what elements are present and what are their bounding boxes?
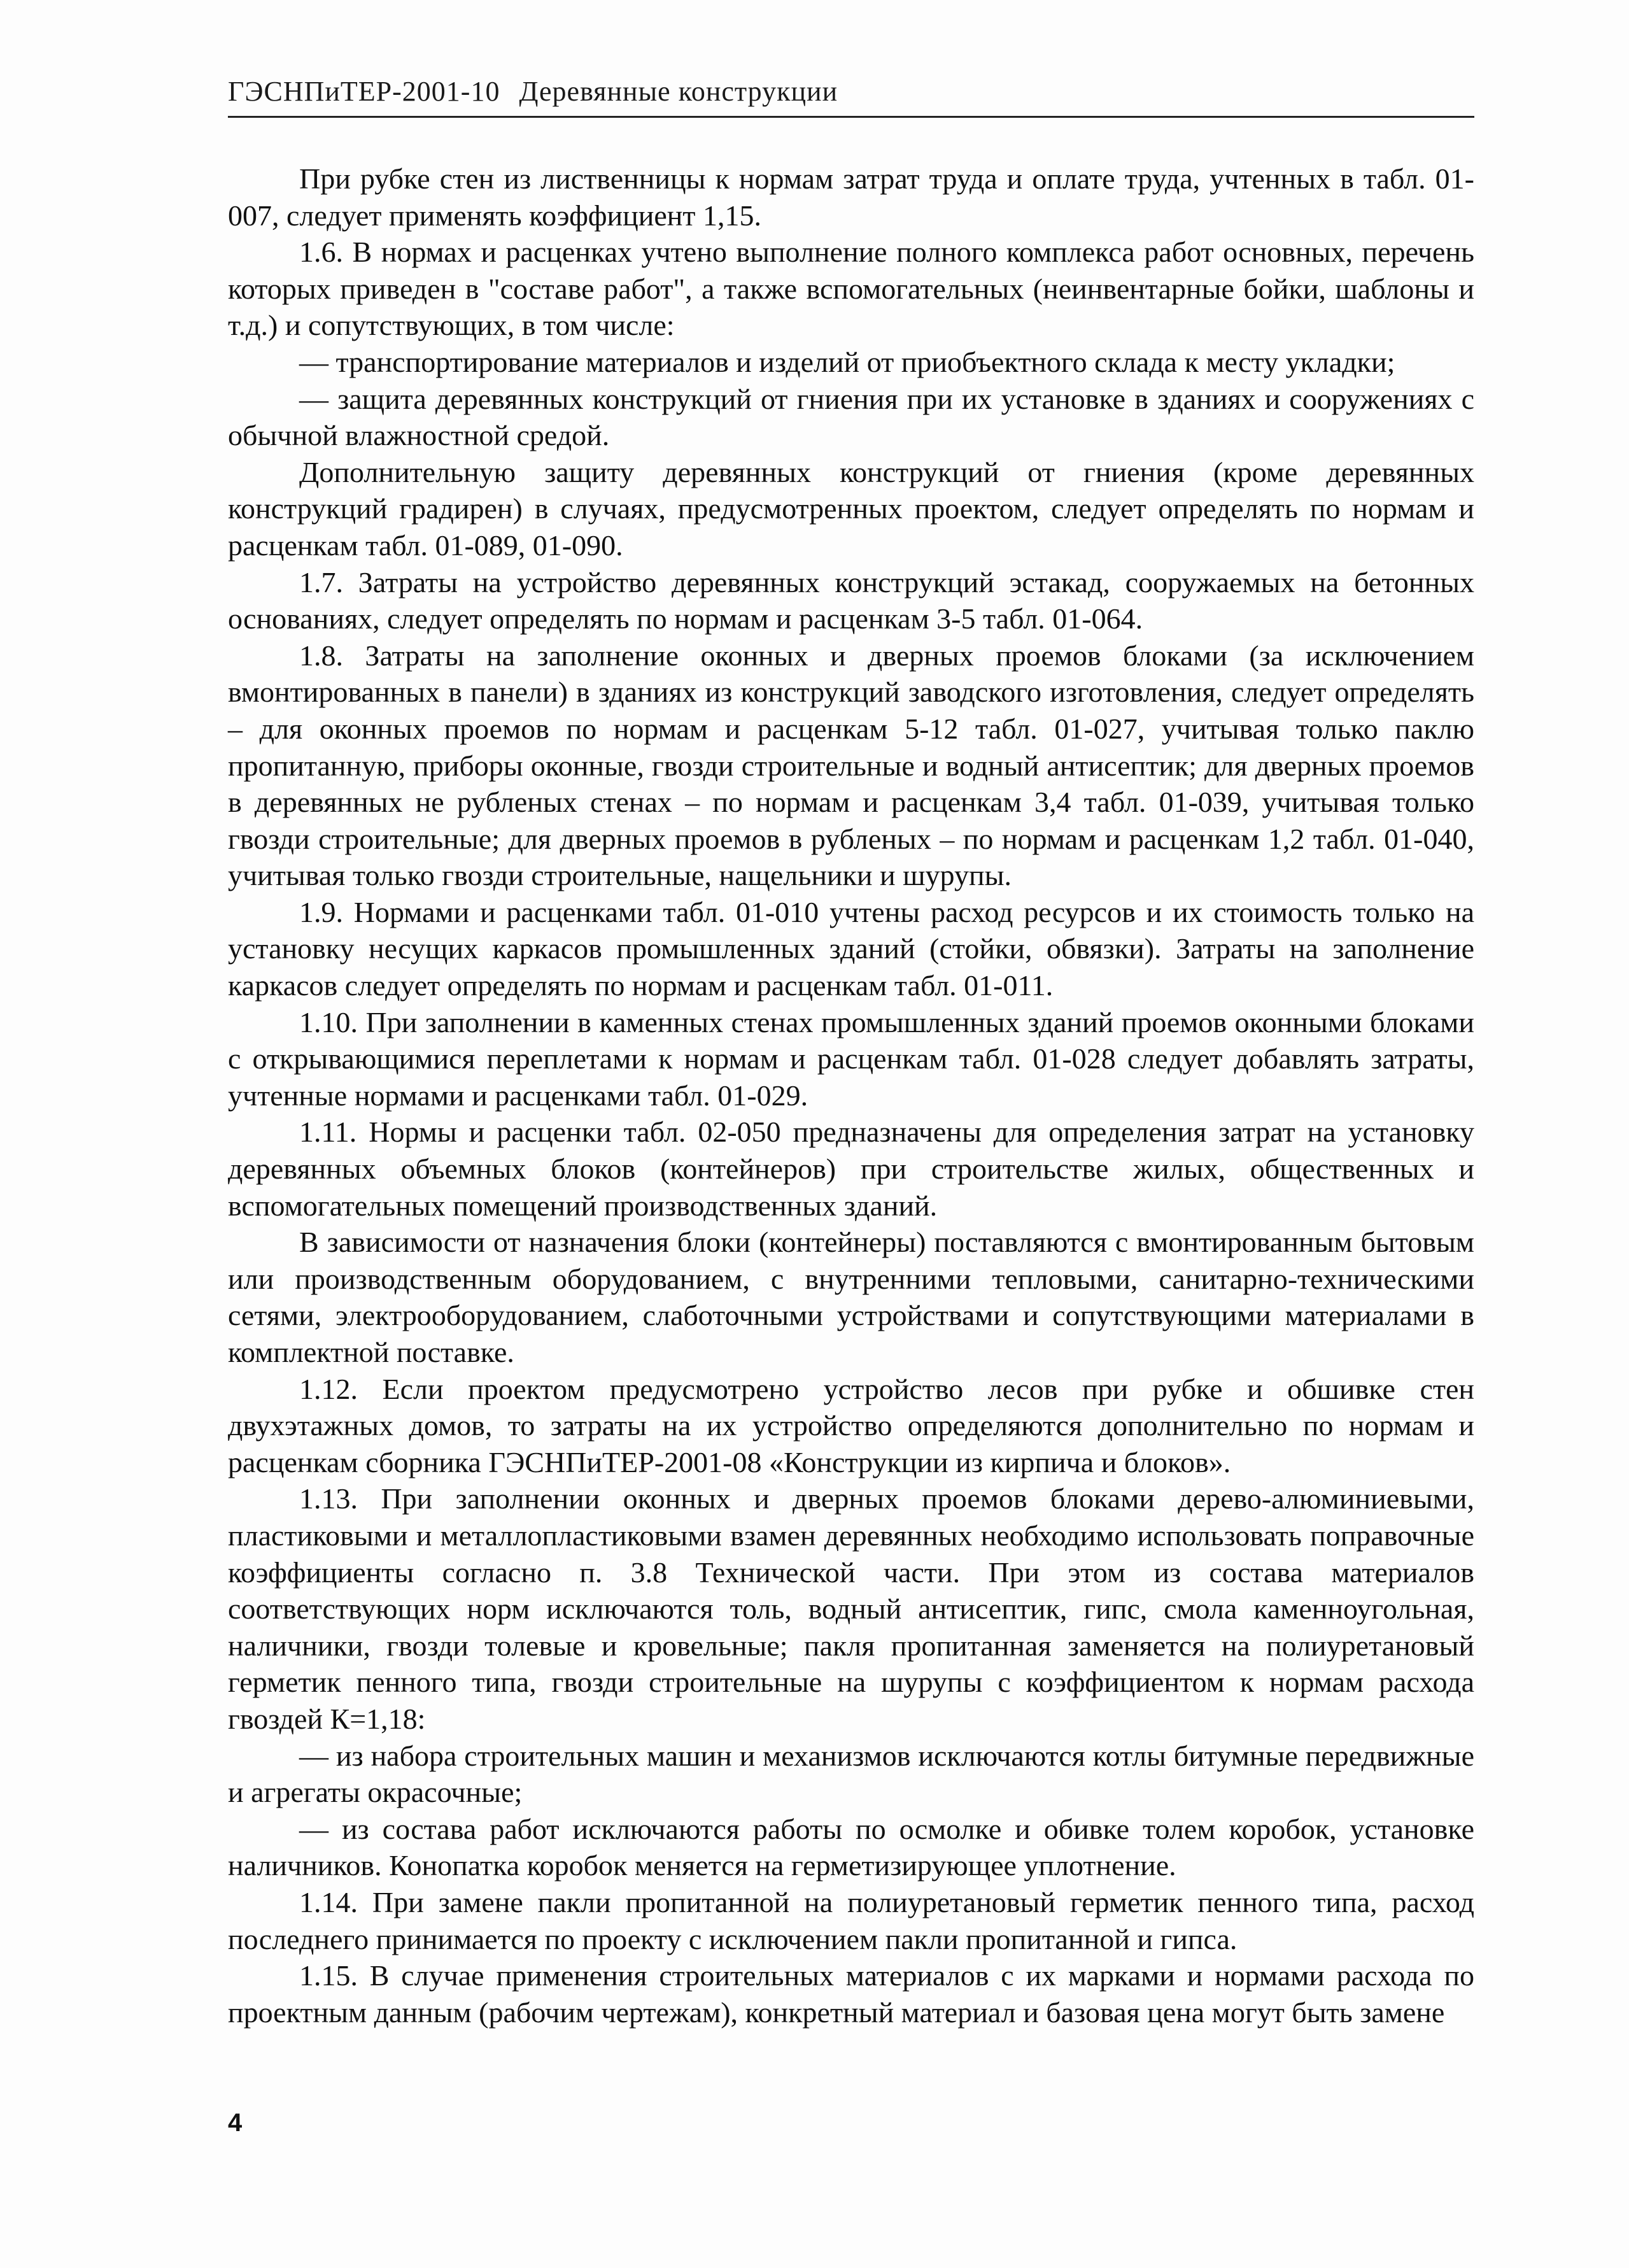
paragraph: — из состава работ исключаются работы по осмолке и обивке толем коробок, установке наличников. Конопатка коробок меняется на герметизирующее уплотнение.	[228, 1812, 1474, 1882]
paragraph: 1.6. В нормах и расценках учтено выполнение полного комплекса работ основных, перечень которых приведен в "составе работ", а также вспомогательных (неинвентарные бойки, шаблоны и т.д.) и сопутствующих, в том числе:	[228, 236, 1474, 342]
page-number: 4	[228, 2109, 243, 2137]
paragraph: 1.7. Затраты на устройство деревянных конструкций эстакад, сооружаемых на бетонных основаниях, следует определять по нормам и расценкам 3-5 табл. 01-064.	[228, 565, 1474, 635]
header-title: Деревянные конструкции	[519, 76, 838, 107]
paragraph: 1.11. Нормы и расценки табл. 02-050 предназначены для определения затрат на установку деревянных объемных блоков (контейнеров) при строительстве жилых, общественных и вспомогательных помещений производственных зданий.	[228, 1116, 1474, 1222]
running-header	[228, 75, 1437, 108]
body-text	[228, 160, 1474, 2031]
paragraph: При рубке стен из лиственницы к нормам затрат труда и оплате труда, учтенных в табл. 01-007, следует применять коэффициент 1,15.	[228, 162, 1474, 232]
paragraph: — транспортирование материалов и изделий от приобъектного склада к месту укладки;	[299, 345, 1395, 378]
paragraph: 1.10. При заполнении в каменных стенах промышленных зданий проемов оконными блоками с открывающимися переплетами к нормам и расценкам табл. 01-028 следует добавлять затраты, учтенные нормами и расценками табл. 01-029.	[228, 1005, 1474, 1112]
header-rule	[228, 116, 1474, 118]
paragraph: 1.13. При заполнении оконных и дверных проемов блоками дерево-алюминиевыми, пластиковыми и металлопластиковыми взамен деревянных необходимо использовать поправочные коэффициенты согласно п. 3.8 Технической части. При этом из состава материалов соответствующих норм исключаются толь, водный антисептик, гипс, смола каменноугольная, наличники, гвозди толевые и кровельные; пакля пропитанная заменяется на полиуретановый герметик пенного типа, гвозди строительные на шурупы с коэффициентом к нормам расхода гвоздей К=1,18:	[228, 1482, 1474, 1735]
paragraph: В зависимости от назначения блоки (контейнеры) поставляются с вмонтированным бытовым или производственным оборудованием, с внутренними тепловыми, санитарно-техническими сетями, электрооборудованием, слаботочными устройствами и сопутствующими материалами в комплектной поставке.	[228, 1226, 1474, 1368]
paragraph: — защита деревянных конструкций от гниения при их установке в зданиях и сооружениях с обычной влажностной средой.	[228, 382, 1474, 452]
paragraph: 1.8. Затраты на заполнение оконных и дверных проемов блоками (за исключением вмонтированных в панели) в зданиях из конструкций заводского изготовления, следует определять – для оконных проемов по нормам и расценкам 5-12 табл. 01-027, учитывая только паклю пропитанную, приборы оконные, гвозди строительные и водный антисептик; для дверных проемов в деревянных не рубленых стенах – по нормам и расценкам 3,4 табл. 01-039, учитывая только гвозди строительные; для дверных проемов в рубленых – по нормам и расценкам 1,2 табл. 01-040, учитывая только гвозди строительные, нащельники и шурупы.	[228, 639, 1474, 892]
paragraph: Дополнительную защиту деревянных конструкций от гниения (кроме деревянных конструкций градирен) в случаях, предусмотренных проектом, следует определять по нормам и расценкам табл. 01-089, 01-090.	[228, 455, 1474, 562]
paragraph: 1.15. В случае применения строительных материалов с их марками и нормами расхода по проектным данным (рабочим чертежам), конкретный материал и базовая цена могут быть замене	[228, 1959, 1474, 2029]
header-series: ГЭСНПиТЕР-2001-10	[228, 76, 500, 107]
paragraph: 1.14. При замене пакли пропитанной на полиуретановый герметик пенного типа, расход последнего принимается по проекту с исключением пакли пропитанной и гипса.	[228, 1885, 1474, 1955]
paragraph: — из набора строительных машин и механизмов исключаются котлы битумные передвижные и агрегаты окрасочные;	[228, 1739, 1474, 1809]
paragraph: 1.12. Если проектом предусмотрено устройство лесов при рубке и обшивке стен двухэтажных домов, то затраты на их устройство определяются дополнительно по нормам и расценкам сборника ГЭСНПиТЕР-2001-08 «Конструкции из кирпича и блоков».	[228, 1372, 1474, 1478]
paragraph: 1.9. Нормами и расценками табл. 01-010 учтены расход ресурсов и их стоимость только на установку несущих каркасов промышленных зданий (стойки, обвязки). Затраты на заполнение каркасов следует определять по нормам и расценкам табл. 01-011.	[228, 895, 1474, 1002]
